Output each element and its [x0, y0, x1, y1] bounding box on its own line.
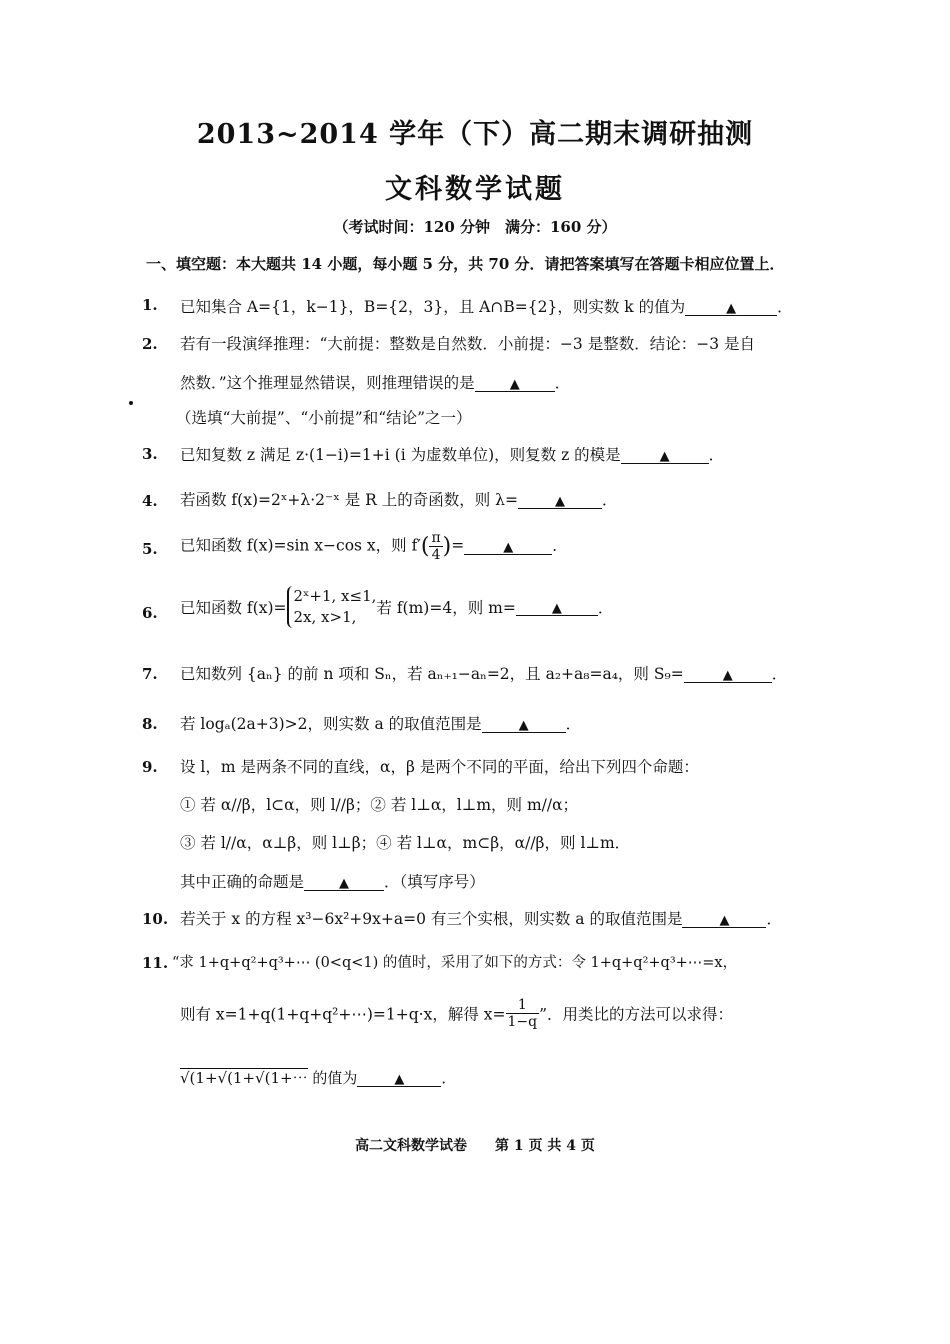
section-heading: 一、填空题：本大题共 14 小题，每小题 5 分，共 70 分．请把答案填写在答题卡相应位置上． [146, 255, 785, 273]
answer-mark-icon: ▲ [509, 377, 520, 392]
answer-mark-icon: ▲ [722, 668, 733, 683]
answer-blank[interactable] [684, 666, 772, 683]
question-tail: ．（填写序号） [384, 873, 485, 891]
fraction [506, 997, 540, 1030]
question-8 [180, 712, 581, 734]
question-text: 已知函数 f(x)= [180, 599, 287, 617]
paren-open-icon: ( [420, 534, 430, 559]
question-5 [180, 530, 568, 563]
answer-mark-icon: ▲ [339, 876, 350, 891]
answer-blank[interactable] [685, 299, 777, 316]
question-text: 若关于 x 的方程 x³−6x²+9x+a=0 有三个实根，则实数 a 的取值范围是 [180, 910, 683, 928]
question-text: 已知函数 f(x)=sin x−cos x，则 f′ [180, 536, 421, 555]
question-9-line-1: 设 l，m 是两条不同的直线，α，β 是两个不同的平面，给出下列四个命题： [180, 758, 699, 776]
question-number: 8. [142, 715, 158, 733]
question-text: 已知集合 A={1，k−1}，B={2，3}，且 A∩B={2}，则实数 k 的值为 [180, 298, 686, 316]
question-2-note: （选填“大前提”、“小前提”和“结论”之一） [176, 409, 472, 427]
case-2: 2x, x>1, [293, 608, 357, 626]
equals-sign: = [451, 536, 465, 555]
question-3 [180, 443, 724, 465]
question-4 [180, 488, 617, 510]
question-tail: ． [441, 1069, 457, 1087]
question-11-line-2 [180, 997, 733, 1030]
question-text: 的值为 [312, 1069, 358, 1087]
answer-blank[interactable] [516, 599, 598, 616]
answer-blank[interactable] [482, 716, 566, 733]
question-text: 若函数 f(x)=2ˣ+λ·2⁻ˣ 是 R 上的奇函数，则 λ= [180, 491, 518, 509]
question-11-line-3 [180, 1067, 456, 1088]
answer-blank[interactable] [357, 1070, 441, 1087]
question-number: 9. [142, 758, 158, 776]
question-9-line-2: ① 若 α//β，l⊂α，则 l//β；② 若 l⊥α，l⊥m，则 m//α； [180, 796, 579, 814]
page-footer: 高二文科数学试卷 第 1 页 共 4 页 [355, 1138, 595, 1154]
question-text: 其中正确的命题是 [180, 873, 305, 891]
fraction-denominator: 4 [431, 547, 441, 563]
question-number: 11. [142, 954, 169, 972]
case-1: 2ˣ+1, x≤1, [293, 587, 377, 605]
question-tail: ． [771, 665, 788, 683]
question-number: 5. [142, 540, 158, 558]
question-tail: ． [565, 715, 582, 733]
question-9-line-4 [180, 870, 485, 892]
question-text: 然数．”这个推理显然错误，则推理错误的是 [180, 374, 475, 392]
question-2-line-1: 若有一段演绎推理：“大前提：整数是自然数．小前提：−3 是整数．结论：−3 是自 [180, 335, 755, 353]
question-2-line-2 [180, 371, 570, 393]
question-tail: ． [708, 446, 725, 464]
fraction [429, 530, 442, 563]
question-6 [180, 586, 613, 628]
question-number: 2. [142, 335, 158, 353]
question-9-line-3: ③ 若 l//α，α⊥β，则 l⊥β；④ 若 l⊥α，m⊂β，α//β，则 l⊥m． [180, 834, 631, 852]
exam-info: （考试时间：120 分钟 满分：160 分） [333, 218, 617, 236]
question-number: 10. [142, 910, 169, 928]
question-text: 若 logₐ(2a+3)>2，则实数 a 的取值范围是 [180, 715, 482, 733]
piecewise-cases [287, 586, 377, 628]
exam-title: 2013~2014 学年（下）高二期末调研抽测 [196, 119, 754, 150]
fraction-numerator: 1 [506, 997, 540, 1014]
nested-radical: √(1+√(1+√(1+⋯ [180, 1069, 308, 1087]
question-tail: ． [554, 374, 571, 392]
answer-blank[interactable] [621, 447, 709, 464]
question-text-2: 若 f(m)=4，则 m= [376, 599, 516, 617]
fraction-numerator: π [431, 530, 441, 546]
answer-mark-icon: ▲ [726, 301, 737, 316]
question-number: 1. [142, 296, 158, 314]
question-text: 已知数列 {aₙ} 的前 n 项和 Sₙ，若 aₙ₊₁−aₙ=2，且 a₂+a₈=a₄，则 S₉= [180, 665, 684, 683]
answer-blank[interactable] [475, 375, 555, 392]
exam-subtitle: 文科数学试题 [385, 174, 565, 205]
question-tail: ． [597, 599, 614, 617]
paren-close-icon: ) [442, 534, 452, 559]
question-text-2: ”．用类比的方法可以求得： [539, 1005, 734, 1024]
answer-blank[interactable] [682, 911, 766, 928]
answer-mark-icon: ▲ [659, 449, 670, 464]
answer-blank[interactable] [464, 538, 552, 555]
question-tail: ． [552, 536, 568, 555]
answer-blank[interactable] [518, 492, 602, 509]
answer-mark-icon: ▲ [394, 1072, 405, 1087]
answer-mark-icon: ▲ [503, 539, 514, 555]
question-number: 7. [142, 665, 158, 683]
question-7 [180, 662, 787, 684]
scan-dot [129, 401, 133, 405]
answer-mark-icon: ▲ [554, 494, 565, 509]
answer-mark-icon: ▲ [518, 718, 529, 733]
question-number: 6. [142, 604, 158, 622]
question-number: 3. [142, 445, 158, 463]
fraction-denominator: 1−q [507, 1014, 538, 1030]
answer-blank[interactable] [304, 874, 384, 891]
question-11-line-1: “求 1+q+q²+q³+⋯ (0<q<1) 的值时，采用了如下的方式：令 1+q+q²+q³+⋯=x， [172, 955, 738, 971]
question-tail: ． [601, 491, 618, 509]
answer-mark-icon: ▲ [719, 913, 730, 928]
question-1 [180, 295, 793, 317]
question-text: 已知复数 z 满足 z·(1−i)=1+i (i 为虚数单位)，则复数 z 的模是 [180, 446, 621, 464]
question-text: 则有 x=1+q(1+q+q²+⋯)=1+q·x，解得 x= [180, 1005, 506, 1024]
answer-mark-icon: ▲ [551, 600, 562, 616]
question-tail: ． [766, 910, 782, 928]
question-tail: ． [777, 298, 793, 316]
question-10 [180, 907, 782, 929]
question-number: 4. [142, 492, 158, 510]
